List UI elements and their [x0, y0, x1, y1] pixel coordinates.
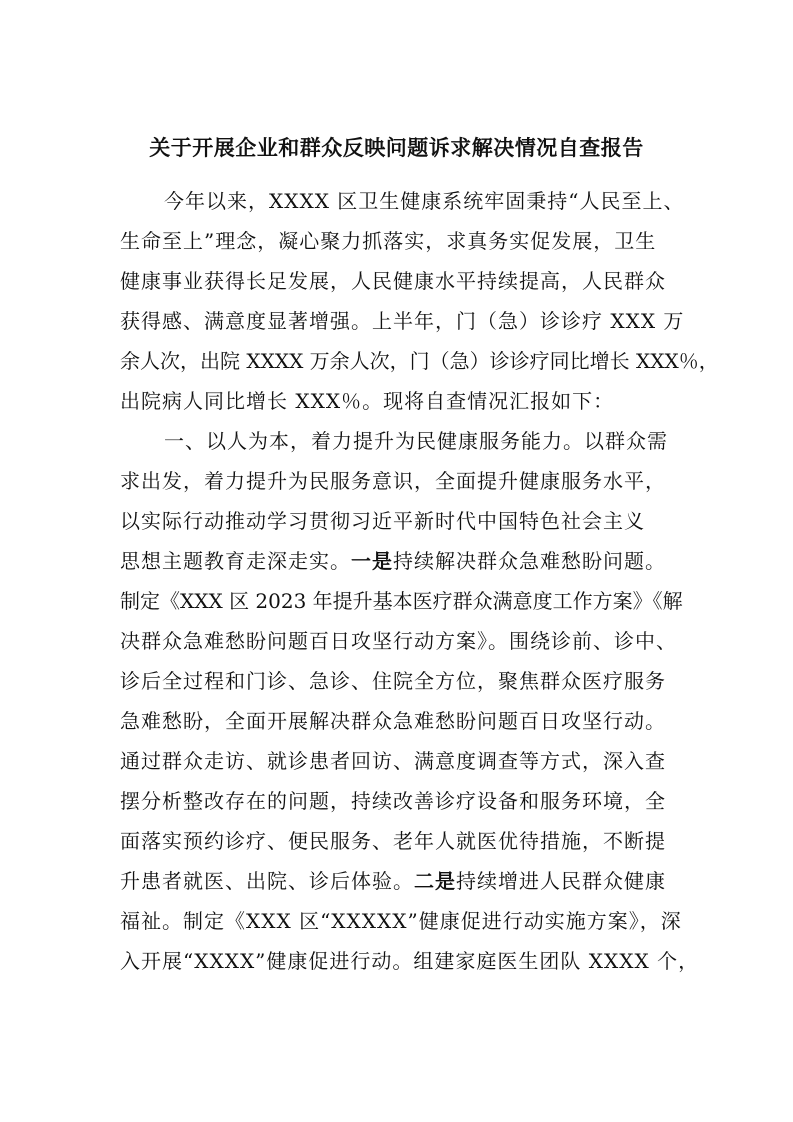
paragraph-2-line-10: 摆分析整改存在的问题，持续改善诊疗设备和服务环境，全 — [120, 789, 666, 813]
paragraph-2-line-14: 入开展“XXXX”健康促进行动。组建家庭医生团队 XXXX 个， — [120, 949, 700, 973]
paragraph-1-line-2: 生命至上”理念，凝心聚力抓落实，求真务实促发展，卫生 — [120, 229, 657, 253]
paragraph-1-line-1: 今年以来，XXXX 区卫生健康系统牢固秉持“人民至上、 — [164, 189, 685, 213]
paragraph-1-line-5: 余人次，出院 XXXX 万余人次，门（急）诊诊疗同比增长 XXX％， — [120, 349, 719, 373]
paragraph-2-line-6: 决群众急难愁盼问题百日攻坚行动方案》。围绕诊前、诊中、 — [120, 629, 677, 653]
paragraph-2-line-1: 一、以人为本，着力提升为民健康服务能力。以群众需 — [164, 429, 668, 453]
paragraph-2-line-8: 急难愁盼，全面开展解决群众急难愁盼问题百日攻坚行动。 — [120, 709, 666, 733]
line-text: 持续解决群众急难愁盼问题。 — [393, 549, 666, 573]
line-text: 持续增进人民群众健康 — [456, 869, 666, 893]
paragraph-2-line-9: 通过群众走访、就诊患者回访、满意度调查等方式，深入查 — [120, 749, 666, 773]
paragraph-2-line-2: 求出发，着力提升为民服务意识，全面提升健康服务水平， — [120, 469, 666, 493]
paragraph-2-line-11: 面落实预约诊疗、便民服务、老年人就医优待措施，不断提 — [120, 829, 666, 853]
line-text: 思想主题教育走深走实。 — [120, 549, 351, 573]
paragraph-2-line-4 — [120, 547, 666, 575]
document-title: 关于开展企业和群众反映问题诉求解决情况自查报告 — [149, 135, 644, 160]
paragraph-2-line-7: 诊后全过程和门诊、急诊、住院全方位，聚焦群众医疗服务 — [120, 669, 666, 693]
paragraph-2-line-3: 以实际行动推动学习贯彻习近平新时代中国特色社会主义 — [120, 509, 645, 533]
bold-marker-first: 一是 — [351, 549, 393, 573]
paragraph-1-line-3: 健康事业获得长足发展，人民健康水平持续提高，人民群众 — [120, 269, 666, 293]
paragraph-1-line-6: 出院病人同比增长 XXX％。现将自查情况汇报如下： — [120, 389, 615, 413]
bold-marker-second: 二是 — [414, 869, 456, 893]
paragraph-2-line-5: 制定《XXX 区 2023 年提升基本医疗群众满意度工作方案》《解 — [120, 589, 683, 613]
paragraph-2-line-13: 福祉。制定《XXX 区“XXXXX”健康促进行动实施方案》，深 — [120, 909, 682, 933]
paragraph-1-line-4: 获得感、满意度显著增强。上半年，门（急）诊诊疗 XXX 万 — [120, 309, 685, 333]
paragraph-2-line-12 — [120, 867, 666, 895]
line-text: 升患者就医、出院、诊后体验。 — [120, 869, 414, 893]
